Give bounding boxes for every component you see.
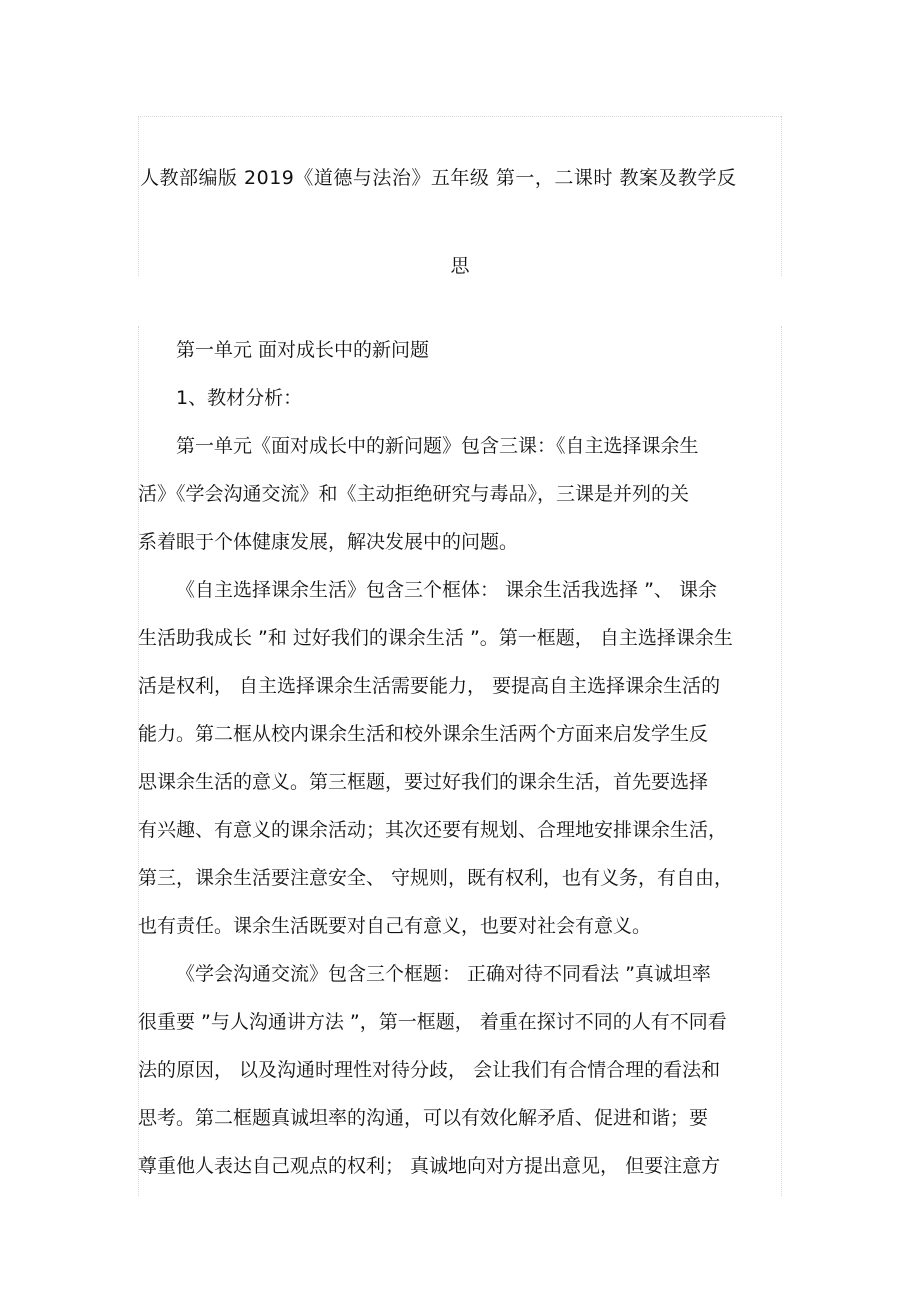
scan-edge-left-top bbox=[138, 116, 139, 276]
paragraph-line: 生活助我成长 ”和 过好我们的课余生活 ”。第一框题， 自主选择课余生 bbox=[138, 627, 733, 649]
scan-edge-top bbox=[138, 116, 781, 117]
unit-heading: 第一单元 面对成长中的新问题 bbox=[176, 339, 430, 361]
paragraph-line: 思考。第二框题真诚坦率的沟通，可以有效化解矛盾、促进和谐；要 bbox=[138, 1107, 709, 1129]
paragraph-line: 第三，课余生活要注意安全、 守规则，既有权利，也有义务，有自由， bbox=[138, 867, 734, 889]
paragraph-line: 系着眼于个体健康发展，解决发展中的问题。 bbox=[138, 531, 519, 553]
paragraph-line: 活是权利， 自主选择课余生活需要能力， 要提高自主选择课余生活的 bbox=[138, 675, 721, 697]
scan-edge-right-top bbox=[781, 116, 782, 276]
paragraph-line: 能力。第二框从校内课余生活和校外课余生活两个方面来启发学生反 bbox=[138, 723, 709, 745]
document-title-line-2: 思 bbox=[450, 255, 470, 277]
paragraph-line: 很重要 ”与人沟通讲方法 ”，第一框题， 着重在探讨不同的人有不同看 bbox=[138, 1011, 727, 1033]
paragraph-line: 《学会沟通交流》包含三个框题： 正确对待不同看法 ”真诚坦率 bbox=[176, 963, 711, 985]
paragraph-line: 第一单元《面对成长中的新问题》包含三课：《自主选择课余生 bbox=[176, 435, 699, 457]
document-title-line-1: 人教部编版 2019《道德与法治》五年级 第一，二课时 教案及教学反 bbox=[140, 167, 737, 189]
paragraph-line: 也有责任。课余生活既要对自己有意义，也要对社会有意义。 bbox=[138, 915, 652, 937]
paragraph-line: 思课余生活的意义。第三框题，要过好我们的课余生活，首先要选择 bbox=[138, 771, 709, 793]
paragraph-line: 活》《学会沟通交流》和《主动拒绝研究与毒品》，三课是并列的关 bbox=[138, 483, 690, 505]
paragraph-line: 《自主选择课余生活》包含三个框体： 课余生活我选择 ”、 课余 bbox=[176, 579, 717, 601]
paragraph-line: 尊重他人表达自己观点的权利； 真诚地向对方提出意见， 但要注意方 bbox=[138, 1155, 721, 1177]
paragraph-line: 法的原因， 以及沟通时理性对待分歧， 会让我们有合情合理的看法和 bbox=[138, 1059, 721, 1081]
paragraph-line: 有兴趣、有意义的课余活动；其次还要有规划、合理地安排课余生活， bbox=[138, 819, 728, 841]
section-heading: 1、教材分析： bbox=[176, 387, 303, 409]
